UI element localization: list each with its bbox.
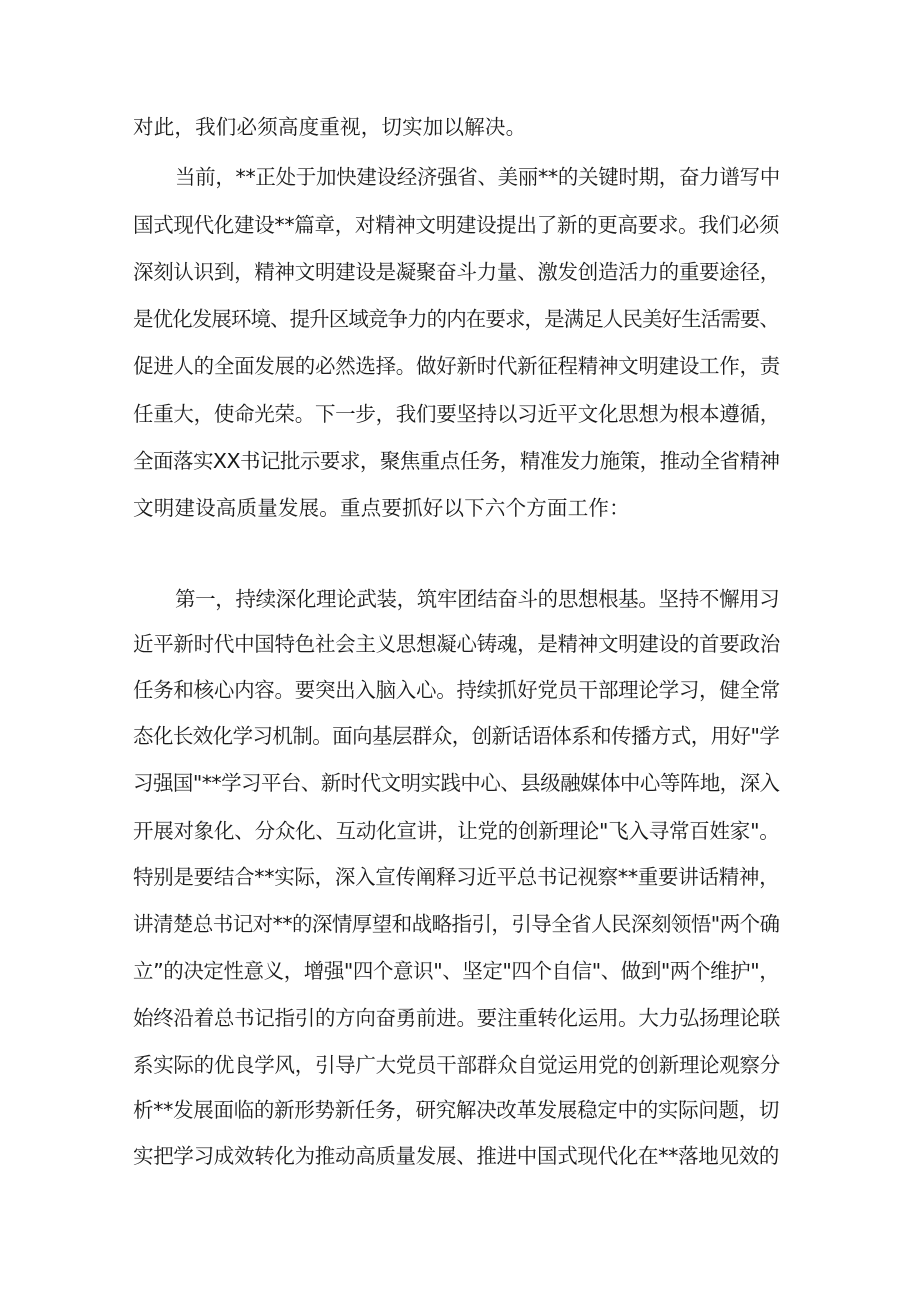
text-line: 任重大，使命光荣。下一步，我们要坚持以习近平文化思想为根本遵循， [133, 402, 780, 426]
text-line: 对此，我们必须高度重视，切实加以解决。 [133, 115, 527, 139]
text-line: 近平新时代中国特色社会主义思想凝心铸魂，是精神文明建设的首要政治 [133, 632, 780, 656]
text-line: 任务和核心内容。要突出入脑入心。持续抓好党员干部理论学习，健全常 [133, 678, 780, 702]
text-line: 国式现代化建设**篇章，对精神文明建设提出了新的更高要求。我们必须 [133, 213, 780, 237]
text-line: 深刻认识到，精神文明建设是凝聚奋斗力量、激发创造活力的重要途径， [133, 260, 780, 284]
text-line: 全面落实XX书记批示要求，聚焦重点任务，精准发力施策，推动全省精神 [133, 449, 780, 473]
text-line: 促进人的全面发展的必然选择。做好新时代新征程精神文明建设工作，责 [133, 354, 780, 378]
text-line: 析**发展面临的新形势新任务，研究解决改革发展稳定中的实际问题，切 [133, 1098, 780, 1122]
text-line: 态化长效化学习机制。面向基层群众，创新话语体系和传播方式，用好"学 [133, 724, 780, 748]
text-line: 开展对象化、分众化、互动化宣讲，让党的创新理论"飞入寻常百姓家"。 [133, 819, 780, 843]
text-line: 特别是要结合**实际，深入宣传阐释习近平总书记视察**重要讲话精神， [133, 865, 780, 889]
text-line: 第一，持续深化理论武装，筑牢团结奋斗的思想根基。坚持不懈用习 [175, 587, 780, 611]
text-line: 系实际的优良学风，引导广大党员干部群众自觉运用党的创新理论观察分 [133, 1053, 780, 1077]
text-line: 文明建设高质量发展。重点要抓好以下六个方面工作： [133, 496, 630, 520]
text-line: 立”的决定性意义，增强"四个意识"、坚定"四个自信"、做到"两个维护"， [133, 959, 780, 983]
text-line: 习强国"**学习平台、新时代文明实践中心、县级融媒体中心等阵地，深入 [133, 771, 780, 795]
text-line: 当前，**正处于加快建设经济强省、美丽**的关键时期，奋力谱写中 [175, 165, 780, 189]
text-line: 始终沿着总书记指引的方向奋勇前进。要注重转化运用。大力弘扬理论联 [133, 1006, 780, 1030]
text-line: 是优化发展环境、提升区域竞争力的内在要求，是满足人民美好生活需要、 [133, 307, 779, 331]
text-line: 讲清楚总书记对**的深情厚望和战略指引，引导全省人民深刻领悟"两个确 [133, 912, 780, 936]
text-line: 实把学习成效转化为推动高质量发展、推进中国式现代化在**落地见效的 [133, 1144, 780, 1168]
